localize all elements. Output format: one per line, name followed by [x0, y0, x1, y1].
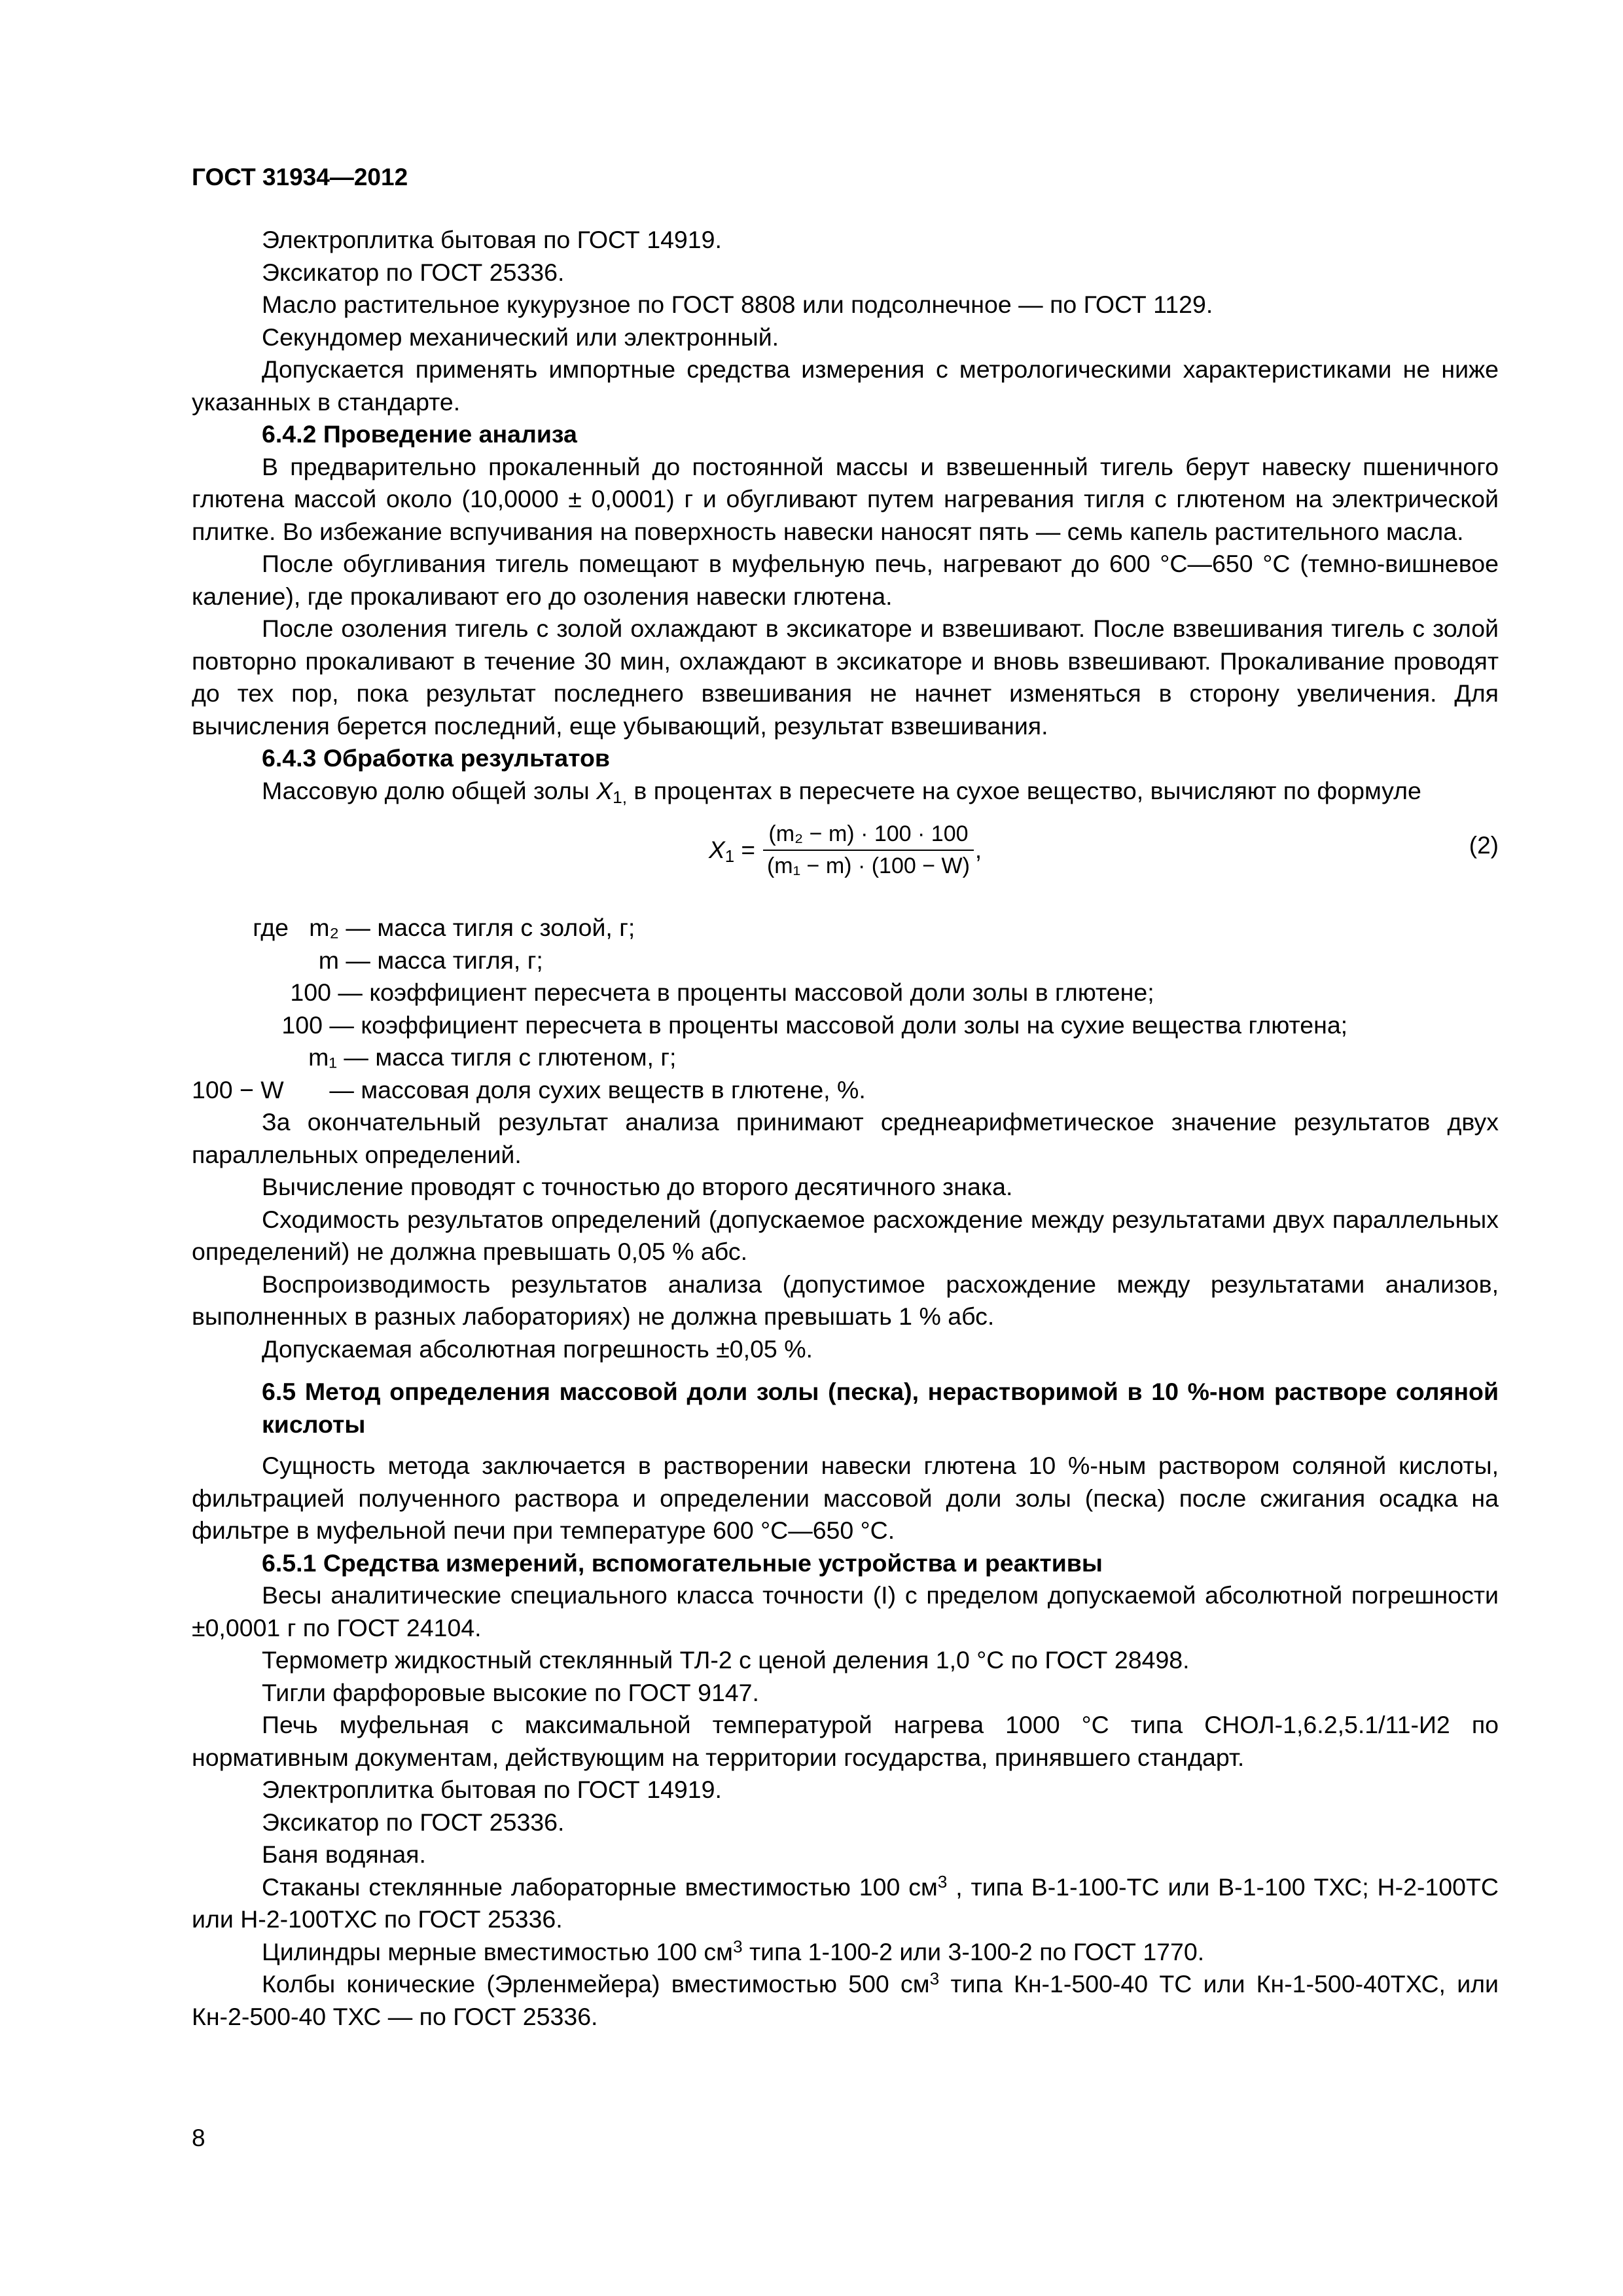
legend-item: m — масса тигля, г;	[318, 946, 543, 974]
formula-denominator: (m₁ − m) · (100 − W)	[766, 853, 970, 878]
list-item-beakers: Стаканы стеклянные лабораторные вместимостью 100 $см^3$ , типа В-1-100-ТС или В-1-100 ТХС; Н-2-100ТС или Н-2-100ТХС по ГОСТ 25336.	[192, 1871, 1499, 1933]
line-stopwatch: Секундомер механический или электронный.	[262, 323, 779, 351]
section-heading-6-5-1: 6.5.1 Средства измерений, вспомогательные устройства и реактивы	[262, 1549, 1103, 1577]
list-item: Весы аналитические специального класса точности (I) с пределом допускаемой абсолютной погрешности ±0,0001 г по ГОСТ 24104.	[192, 1581, 1499, 1641]
paragraph: Вычисление проводят с точностью до второго десятичного знака.	[262, 1173, 1013, 1200]
legend-item: где m₂ — масса тигля с золой, г;	[253, 914, 635, 941]
paragraph: Допускаемая абсолютная погрешность ±0,05 %.	[262, 1335, 813, 1363]
list-item: Баня водяная.	[262, 1840, 426, 1868]
section-heading-6-5: 6.5 Метод определения массовой доли золы (песка), нерастворимой в 10 %-ном растворе соляной кислоты	[262, 1378, 1499, 1438]
section-heading-6-4-3: 6.4.3 Обработка результатов	[262, 744, 610, 772]
paragraph: После обугливания тигель помещают в муфельную печь, нагревают до 600 °С—650 °С (темно-вишневое каление), где прокаливают его до озоления навески глютена.	[192, 550, 1499, 610]
section-heading-6-4-2: 6.4.2 Проведение анализа	[262, 420, 577, 448]
formula-numerator: (m₂ − m) · 100 · 100	[763, 821, 973, 851]
line-desiccator: Эксикатор по ГОСТ 25336.	[262, 258, 565, 286]
line-imported-instruments: Допускается применять импортные средства измерения с метрологическими характеристиками не ниже указанных в стандарте.	[192, 355, 1499, 416]
formula-fraction	[762, 821, 975, 879]
formula: $X_1$ = $\frac{\text{(m₂ − m) · 100 · 100}}{\text{(m₁ − m) · (100 − W)}}$ ,	[709, 821, 982, 878]
formula-legend	[192, 912, 1499, 1106]
legend-item: m₁ — масса тигля с глютеном, г;	[308, 1043, 677, 1071]
list-item: Печь муфельная с максимальной температурой нагрева 1000 °С типа СНОЛ-1,6.2,5.1/11-И2 по нормативным документам, действующим на территории государства, принявшего стандарт.	[192, 1711, 1499, 1771]
list-item: Эксикатор по ГОСТ 25336.	[262, 1808, 565, 1836]
legend-item: 100 — коэффициент пересчета в проценты массовой доли золы на сухие вещества глютена;	[281, 1011, 1348, 1039]
legend-item: 100 — коэффициент пересчета в проценты массовой доли золы в глютене;	[290, 978, 1154, 1006]
line-oil: Масло растительное кукурузное по ГОСТ 8808 или подсолнечное — по ГОСТ 1129.	[262, 291, 1213, 318]
paragraph: Воспроизводимость результатов анализа (допустимое расхождение между результатами анализов, выполненных в разных лабораториях) не должна превышать 1 % абс.	[192, 1270, 1499, 1330]
list-item: Тигли фарфоровые высокие по ГОСТ 9147.	[262, 1678, 759, 1706]
paragraph: Сущность метода заключается в растворении навески глютена 10 %-ным раствором соляной кислоты, фильтрацией полученного раствора и определении массовой доли золы (песка) после сжигания осадка на фильтре в муфельной печи при температуре 600 °С—650 °С.	[192, 1452, 1499, 1544]
formula-number: (2)	[1469, 832, 1499, 859]
document-header: ГОСТ 31934—2012	[192, 164, 408, 190]
line-electric-stove: Электроплитка бытовая по ГОСТ 14919.	[262, 226, 722, 253]
list-item-flasks: Колбы конические (Эрленмейера) вместимостью 500 $см^3$ типа Кн-1-500-40 ТС или Кн-1-500-40ТХС, или Кн-2-500-40 ТХС — по ГОСТ 25336.	[192, 1969, 1499, 2030]
list-item-cylinders: Цилиндры мерные вместимостью 100 $см^3$ типа 1-100-2 или 3-100-2 по ГОСТ 1770.	[262, 1936, 1205, 1965]
formula-block	[192, 817, 1499, 903]
page-number: 8	[192, 2125, 205, 2151]
paragraph: В предварительно прокаленный до постоянной массы и взвешенный тигель берут навеску пшеничного глютена массой около (10,0000 ± 0,0001) г и обугливают путем нагревания тигля с глютеном на электрической плитке. Во избежание вспучивания на поверхность навески наносят пять — семь капель растительного масла.	[192, 452, 1499, 545]
formula-intro: Массовую долю общей золы $X_{1,}$ в процентах в пересчете на сухое вещество, вычисляют по формуле	[262, 776, 1421, 807]
document-page	[192, 164, 1499, 2033]
paragraph: За окончательный результат анализа принимают среднеарифметическое значение результатов двух параллельных определений.	[192, 1108, 1499, 1168]
paragraph: Сходимость результатов определений (допускаемое расхождение между результатами двух параллельных определений) не должна превышать 0,05 % абс.	[192, 1205, 1499, 1265]
list-item: Электроплитка бытовая по ГОСТ 14919.	[262, 1776, 722, 1803]
list-item: Термометр жидкостный стеклянный ТЛ-2 с ценой деления 1,0 °С по ГОСТ 28498.	[262, 1646, 1190, 1674]
paragraph: После озоления тигель с золой охлаждают в эксикаторе и взвешивают. После взвешивания тигель с золой повторно прокаливают в течение 30 мин, охлаждают в эксикаторе и вновь взвешивают. Прокаливание проводят до тех пор, пока результат последнего взвешивания не начнет изменяться в сторону увеличения. Для вычисления берется последний, еще убывающий, результат взвешивания.	[192, 615, 1499, 740]
legend-item: 100 − W — массовая доля сухих веществ в глютене, %.	[192, 1075, 866, 1103]
